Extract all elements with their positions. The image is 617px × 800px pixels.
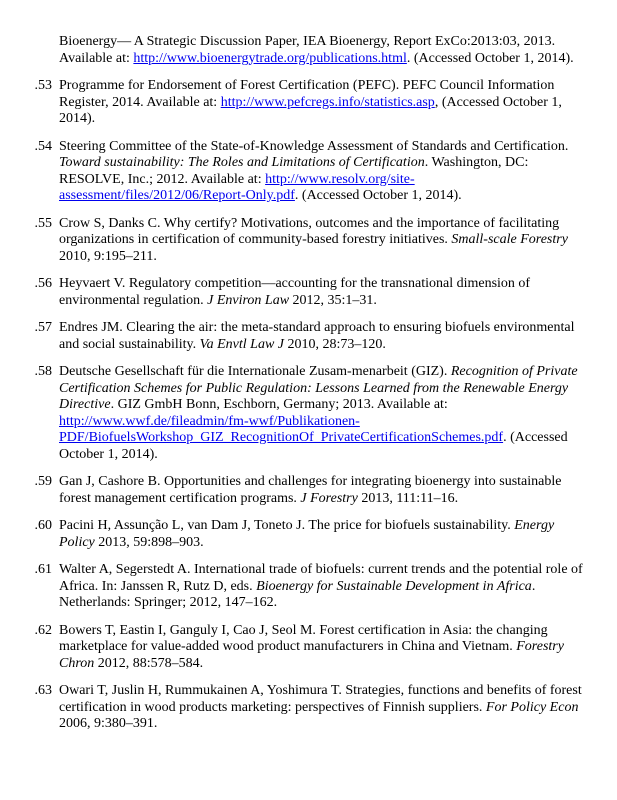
reference-fragment: Programme for Endorsement of Forest Certification (PEFC). PEFC Council Information Register, 2014. Available at:	[59, 78, 555, 110]
reference-fragment: Heyvaert V. Regulatory competition—accounting for the transnational dimension of environmental regulation.	[59, 276, 531, 308]
reference-link[interactable]: http://www.resolv.org/site-assessment/files/2012/06/Report-Only.pdf	[59, 171, 415, 203]
reference-fragment: Bioenergy— A Strategic Discussion Paper, IEA Bioenergy, Report ExCo:2013:03, 2013. Available at:	[59, 34, 556, 66]
reference-link[interactable]: http://www.wwf.de/fileadmin/fm-wwf/Publikationen-PDF/BiofuelsWorkshop_GIZ_RecognitionOf_PrivateCertificationSchemes.pdf	[59, 413, 504, 445]
reference-fragment: 2013, 59:898–903.	[94, 534, 204, 550]
reference-number: 54.	[34, 138, 52, 154]
reference-fragment: , (Accessed October 1, 2014).	[59, 94, 562, 126]
reference-text	[59, 78, 584, 128]
reference-text	[59, 364, 584, 463]
reference-number: 59.	[34, 474, 52, 489]
reference-text	[59, 139, 584, 205]
reference-fragment: Owari T, Juslin H, Rummukainen A, Yoshimura T. Strategies, functions and benefits of forest certification in wood products marketing: perspectives of Finnish suppliers.	[59, 683, 582, 715]
reference-number: 56.	[34, 276, 52, 291]
reference-number: 53.	[34, 78, 52, 93]
reference-entry	[0, 276, 617, 309]
reference-fragment: Gan J, Cashore B. Opportunities and challenges for integrating bioenergy into sustainable forest management certification programs.	[59, 474, 562, 506]
reference-number: 57.	[34, 320, 52, 335]
reference-title: Recognition of Private Certification Schemes for Public Regulation: Lessons Learned from the Renewable Energy Directive	[59, 364, 578, 412]
reference-number: 61.	[34, 562, 52, 577]
reference-fragment: Walter A, Segerstedt A. International trade of biofuels: current trends and the potential role of Africa. In: Janssen R, Rutz D, eds.	[59, 562, 583, 594]
reference-journal: Small-scale Forestry	[451, 232, 568, 247]
reference-fragment: Pacini H, Assunção L, van Dam J, Toneto J. The price for biofuels sustainability.	[59, 518, 515, 533]
reference-journal: J Forestry	[300, 490, 358, 506]
reference-fragment: . GIZ GmbH Bonn, Eschborn, Germany; 2013. Available at:	[110, 397, 448, 412]
reference-number: 63.	[34, 683, 52, 698]
reference-journal: Va Envtl Law J	[199, 336, 285, 352]
reference-list	[0, 34, 617, 744]
reference-number: 55.	[34, 215, 52, 231]
reference-journal: Forestry Chron	[59, 639, 564, 671]
reference-text	[59, 683, 584, 733]
reference-fragment: Bowers T, Eastin I, Ganguly I, Cao J, Seol M. Forest certification in Asia: the changing marketplace for value-added wood product manufacturers in China and Vietnam.	[59, 622, 548, 654]
reference-entry	[0, 34, 617, 67]
reference-entry	[0, 562, 617, 612]
reference-link[interactable]: http://www.bioenergytrade.org/publications.html	[133, 50, 407, 66]
reference-entry	[0, 474, 617, 507]
reference-journal: J Environ Law	[207, 292, 290, 308]
reference-fragment: 2012, 35:1–31.	[289, 292, 377, 308]
reference-number: 58.	[34, 364, 52, 379]
reference-entry	[0, 78, 617, 128]
reference-entry	[0, 216, 617, 266]
reference-number: 60.	[34, 518, 52, 533]
reference-fragment: . (Accessed October 1, 2014).	[406, 50, 574, 66]
reference-number: 62.	[34, 622, 52, 638]
reference-link[interactable]: http://www.pefcregs.info/statistics.asp	[220, 94, 435, 110]
reference-fragment: Endres JM. Clearing the air: the meta-standard approach to ensuring biofuels environmental and social sustainability.	[59, 320, 575, 352]
reference-fragment: 2006, 9:380–391.	[59, 716, 158, 731]
reference-fragment: 2013, 111:11–16.	[357, 490, 459, 506]
reference-text	[59, 623, 584, 673]
reference-entry	[0, 623, 617, 673]
reference-journal: Energy Policy	[59, 518, 555, 550]
reference-entry	[0, 518, 617, 551]
reference-entry	[0, 364, 617, 463]
reference-fragment: . (Accessed October 1, 2014).	[59, 430, 568, 462]
reference-entry	[0, 139, 617, 205]
reference-entry	[0, 320, 617, 353]
reference-fragment: . (Accessed October 1, 2014).	[294, 188, 462, 203]
reference-text	[59, 34, 584, 67]
reference-fragment: Deutsche Gesellschaft für die Internationale Zusam-menarbeit (GIZ).	[59, 364, 451, 379]
reference-entry	[0, 683, 617, 733]
reference-text	[59, 320, 584, 353]
reference-text	[59, 474, 584, 507]
reference-text	[59, 276, 584, 309]
reference-fragment: 2012, 88:578–584.	[94, 655, 204, 671]
reference-fragment: 2010, 28:73–120.	[284, 336, 386, 352]
reference-fragment: . Washington, DC: RESOLVE, Inc.; 2012. Available at:	[59, 155, 529, 187]
reference-journal: For Policy Econ	[485, 699, 579, 715]
reference-fragment: Steering Committee of the State-of-Knowledge Assessment of Standards and Certification.	[59, 138, 569, 154]
reference-text	[59, 562, 584, 612]
reference-fragment: . Netherlands: Springer; 2012, 147–162.	[59, 578, 536, 610]
reference-text	[59, 216, 584, 266]
reference-fragment: 2010, 9:195–211.	[59, 248, 157, 264]
reference-text	[59, 518, 584, 551]
reference-fragment: Crow S, Danks C. Why certify? Motivations, outcomes and the importance of facilitating organizations in certification of community-based forestry initiatives.	[59, 215, 560, 247]
reference-title: Toward sustainability: The Roles and Limitations of Certification	[59, 155, 425, 170]
reference-title: Bioenergy for Sustainable Development in Africa	[256, 578, 532, 594]
